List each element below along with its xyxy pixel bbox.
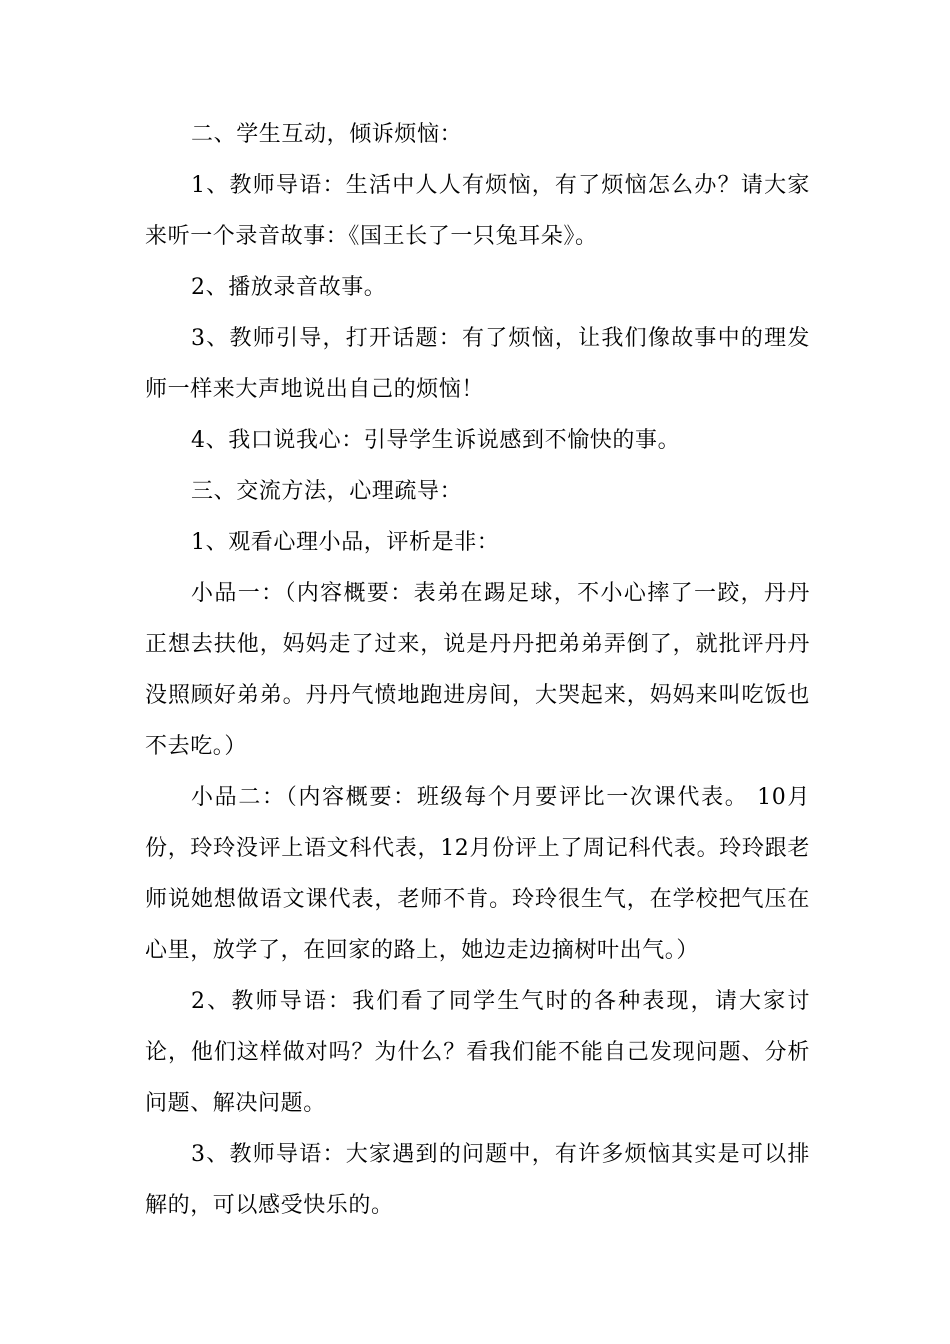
paragraph-teacher-conclusion: 3、教师导语：大家遇到的问题中，有许多烦恼其实是可以排解的，可以感受快乐的。: [145, 1142, 810, 1218]
paragraph-teacher-intro: 1、教师导语：生活中人人有烦恼，有了烦恼怎么办？请大家来听一个录音故事：《国王长了一只兔耳朵》。: [145, 173, 810, 249]
paragraph-skit-one: 小品一：（内容概要：表弟在踢足球，不小心摔了一跤，丹丹正想去扶他，妈妈走了过来，说是丹丹把弟弟弄倒了，就批评丹丹没照顾好弟弟。丹丹气愤地跑进房间，大哭起来，妈妈来叫吃饭也不去吃。）: [145, 581, 810, 759]
paragraph-teacher-discussion: 2、教师导语：我们看了同学生气时的各种表现，请大家讨论，他们这样做对吗？为什么？看我们能不能自己发现问题、分析问题、解决问题。: [145, 989, 810, 1116]
paragraph-play-story: 2、播放录音故事。: [191, 275, 387, 300]
section-heading-methods: 三、交流方法，心理疏导：: [191, 479, 463, 504]
paragraph-speak-mind: 4、我口说我心：引导学生诉说感到不愉快的事。: [191, 428, 681, 453]
paragraph-teacher-guide: 3、教师引导，打开话题：有了烦恼，让我们像故事中的理发师一样来大声地说出自己的烦恼！: [145, 326, 810, 402]
document-body: [145, 109, 810, 1231]
section-heading-interaction: 二、学生互动，倾诉烦恼：: [191, 122, 463, 147]
paragraph-watch-skits: 1、观看心理小品，评析是非：: [191, 530, 500, 555]
paragraph-skit-two: 小品二：（内容概要：班级每个月要评比一次课代表。 10月份，玲玲没评上语文科代表，12月份评上了周记科代表。玲玲跟老师说她想做语文课代表，老师不肯。玲玲很生气，在学校把气压在心里，放学了，在回家的路上，她边走边摘树叶出气。）: [145, 785, 810, 963]
